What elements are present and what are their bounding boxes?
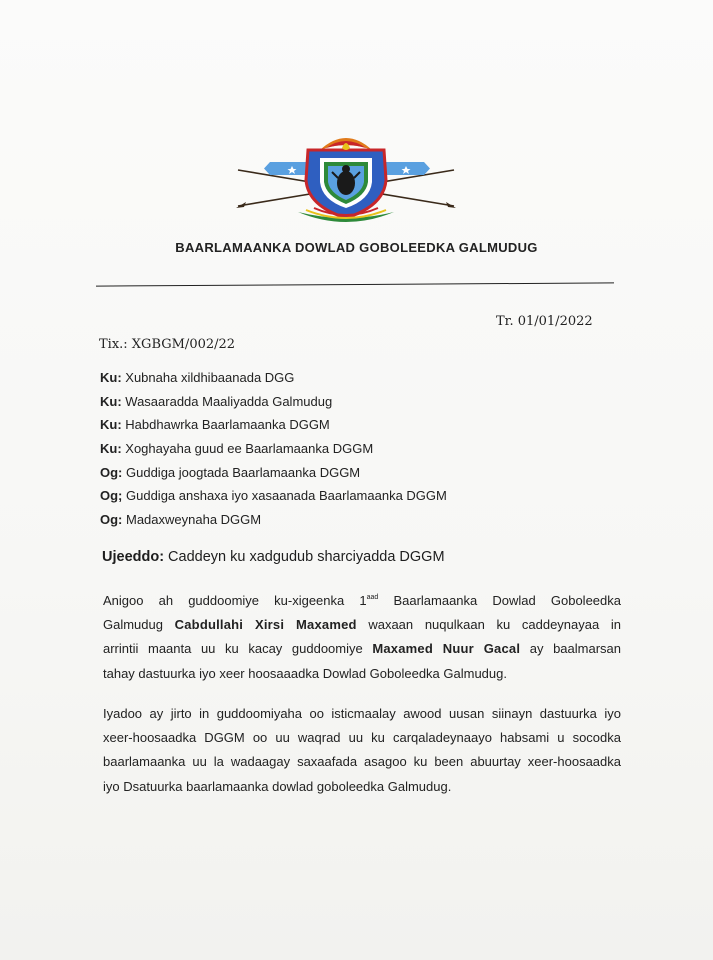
recipient-text: Guddiga anshaxa iyo xasaanada Baarlamaanka DGGM	[122, 488, 447, 504]
recipient-line	[100, 394, 447, 418]
letter-date: Tr. 01/01/2022	[496, 314, 593, 329]
text-run: Baarlamaanka Dowlad Goboleedka	[378, 593, 621, 608]
recipient-prefix: Ku:	[100, 393, 122, 409]
recipient-list	[100, 370, 447, 536]
paragraph-line: iyo Dsatuurka baarlamaanka dowlad goboleedka Galmudug.	[103, 778, 452, 794]
reference-number: Tix.: XGBGM/002/22	[99, 337, 236, 352]
recipient-text: Xubnaha xildhibaanada DGG	[121, 370, 295, 385]
recipient-line	[100, 512, 447, 536]
paragraph-line	[103, 613, 621, 637]
recipient-line	[100, 417, 447, 441]
paragraph-line: tahay dastuurka iyo xeer hoosaaadka Dowlad Goboleedka Galmudug.	[103, 665, 507, 681]
person-name: Cabdullahi Xirsi Maxamed	[174, 617, 357, 633]
text-run: Anigoo ah guddoomiye ku-xigeenka 1	[103, 593, 367, 608]
galmudug-emblem	[236, 128, 456, 228]
recipient-prefix: Og;	[100, 488, 123, 504]
recipient-prefix: Og:	[100, 464, 123, 480]
subject-line	[102, 549, 445, 565]
body-paragraph-1	[103, 586, 621, 686]
person-name: Maxamed Nuur Gacal	[372, 641, 521, 657]
text-run: ay baalmarsan	[520, 641, 621, 657]
recipient-line	[100, 441, 447, 465]
text-run: arrintii maanta uu ku kacay guddoomiye	[103, 641, 373, 657]
paragraph-line: Iyadoo ay jirto in guddoomiyaha oo isticmaalay awood uusan siinayn dastuurka iyo	[103, 706, 621, 721]
recipient-text: Wasaaradda Maaliyadda Galmudug	[121, 393, 333, 409]
paragraph-line	[103, 586, 621, 613]
paragraph-line	[103, 637, 621, 661]
parliament-title: BAARLAMAANKA DOWLAD GOBOLEEDKA GALMUDUG	[175, 240, 538, 255]
recipient-text: Guddiga joogtada Baarlamaanka DGGM	[122, 464, 361, 480]
body-paragraph-2	[103, 702, 621, 799]
recipient-text: Madaxweynaha DGGM	[122, 512, 262, 528]
paragraph-line: xeer-hoosaadka DGGM oo uu waqrad uu ku carqaladeynaayo habsami u socodka	[103, 730, 621, 746]
recipient-line	[100, 488, 447, 512]
recipient-prefix: Ku:	[100, 370, 122, 385]
subject-prefix: Ujeeddo:	[102, 549, 165, 565]
paragraph-line: baarlamaanka uu la wadaagay saxaafada asagoo ku been abuurtay xeer-hoosaadka	[103, 754, 621, 770]
text-run: Galmudug	[103, 617, 175, 633]
recipient-prefix: Ku:	[100, 417, 122, 433]
header-divider	[96, 282, 614, 286]
text-run: waxaan nuqulkaan ku caddeynayaa in	[356, 617, 621, 633]
recipient-text: Habdhawrka Baarlamaanka DGGM	[121, 417, 330, 433]
recipient-prefix: Og:	[100, 512, 123, 528]
ordinal-suffix: aad	[366, 594, 379, 601]
recipient-line	[100, 465, 447, 489]
subject-text: Caddeyn ku xadgudub sharciyadda DGGM	[164, 549, 445, 565]
recipient-prefix: Ku:	[100, 441, 122, 457]
recipient-line	[100, 370, 447, 394]
recipient-text: Xoghayaha guud ee Baarlamaanka DGGM	[121, 441, 374, 457]
